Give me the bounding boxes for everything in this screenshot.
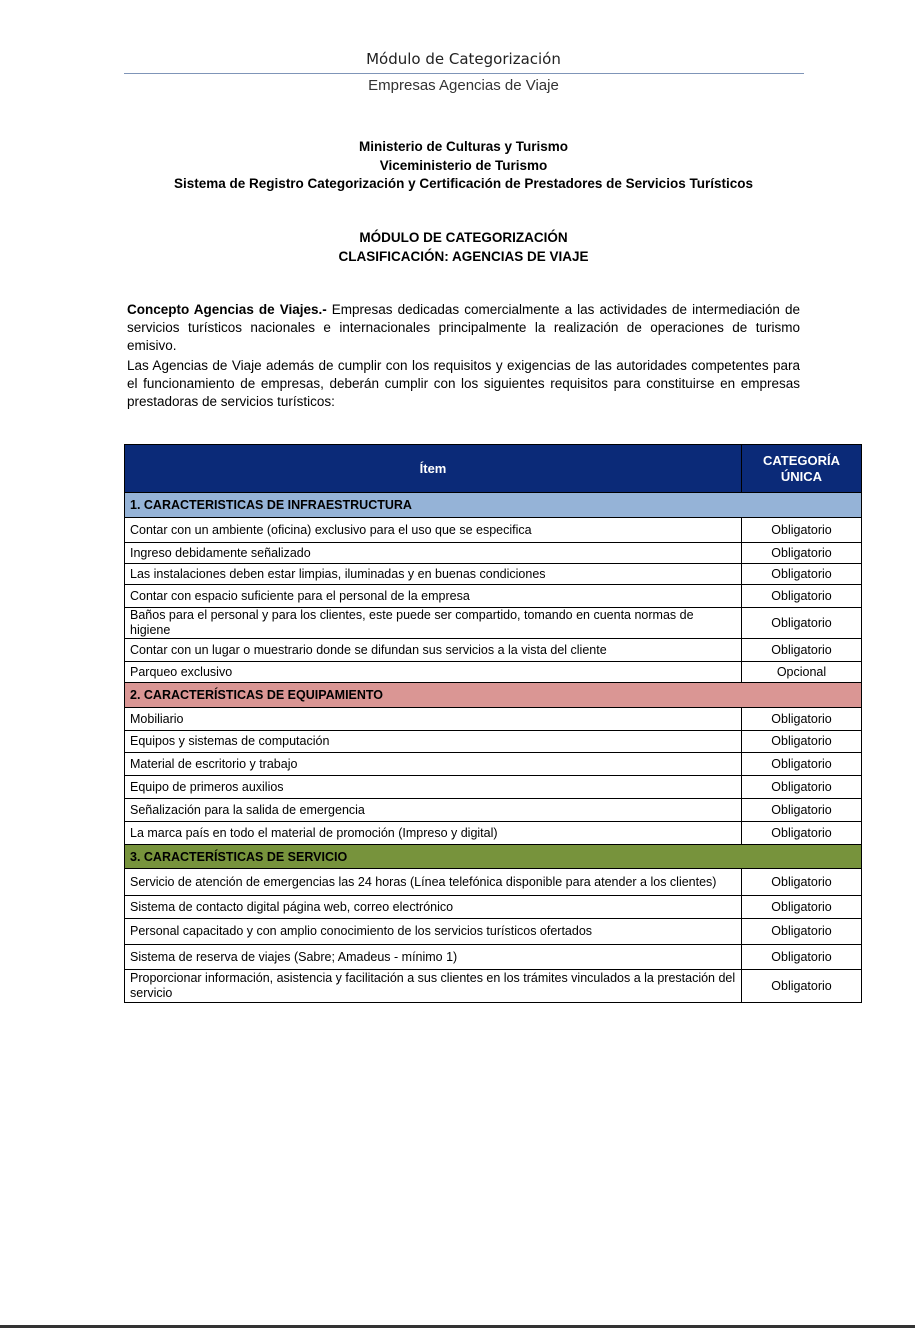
item-cell: Servicio de atención de emergencias las 24 horas (Línea telefónica disponible para atender a los clientes) (125, 869, 742, 896)
requirement-cell: Obligatorio (742, 776, 862, 799)
header-divider (124, 73, 804, 74)
item-cell: Parqueo exclusivo (125, 662, 742, 683)
requirement-cell: Obligatorio (742, 753, 862, 776)
requirement-cell: Obligatorio (742, 896, 862, 919)
ministry-name: Ministerio de Culturas y Turismo (358, 139, 569, 154)
requirement-cell: Obligatorio (742, 869, 862, 896)
viceministry-name: Viceministerio de Turismo (379, 157, 548, 173)
item-cell: Material de escritorio y trabajo (125, 753, 742, 776)
table-row (125, 662, 862, 683)
item-cell: Contar con un lugar o muestrario donde se difundan sus servicios a la vista del cliente (125, 639, 742, 662)
concept-paragraph (127, 301, 800, 355)
item-cell: Sistema de contacto digital página web, correo electrónico (125, 896, 742, 919)
item-cell: Equipos y sistemas de computación (125, 731, 742, 753)
page-header-title: Módulo de Categorización (366, 50, 561, 68)
requirement-cell: Obligatorio (742, 731, 862, 753)
table-row (125, 564, 862, 585)
requirement-cell: Obligatorio (742, 822, 862, 845)
requirements-paragraph: Las Agencias de Viaje además de cumplir con los requisitos y exigencias de las autoridades competentes para el funcionamiento de empresas, deberán cumplir con los siguientes requisitos para constituirse en empresas prestadoras de servicios turísticos: (127, 358, 800, 409)
column-header-category: CATEGORÍA ÚNICA (742, 445, 862, 493)
classification-title: CLASIFICACIÓN: AGENCIAS DE VIAJE (338, 249, 589, 264)
table-row (125, 970, 862, 1003)
item-cell: Baños para el personal y para los clientes, este puede ser compartido, tomando en cuenta normas de higiene (125, 608, 742, 639)
concept-label: Concepto Agencias de Viajes.- (127, 302, 327, 317)
requirement-cell: Obligatorio (742, 564, 862, 585)
section-title: 2. CARACTERÍSTICAS DE EQUIPAMIENTO (125, 683, 862, 708)
table-row (125, 753, 862, 776)
item-cell: Señalización para la salida de emergencia (125, 799, 742, 822)
table-row (125, 608, 862, 639)
section-row (125, 845, 862, 869)
table-row (125, 822, 862, 845)
item-cell: Las instalaciones deben estar limpias, iluminadas y en buenas condiciones (125, 564, 742, 585)
section-row (125, 493, 862, 518)
concept-text: Empresas dedicadas comercialmente a las actividades de intermediación de servicios turísticos nacionales e internacionales principalmente la realización de operaciones de turismo emisivo. (127, 302, 800, 353)
table-row (125, 896, 862, 919)
requirement-cell: Opcional (742, 662, 862, 683)
requirement-cell: Obligatorio (742, 799, 862, 822)
requirement-cell: Obligatorio (742, 543, 862, 564)
requirement-cell: Obligatorio (742, 970, 862, 1003)
system-name: Sistema de Registro Categorización y Certificación de Prestadores de Servicios Turísticos (174, 176, 753, 191)
table-row (125, 799, 862, 822)
table-row (125, 919, 862, 945)
requirement-cell: Obligatorio (742, 708, 862, 731)
section-title: 3. CARACTERÍSTICAS DE SERVICIO (125, 845, 862, 869)
table-body (125, 493, 862, 1003)
item-cell: La marca país en todo el material de promoción (Impreso y digital) (125, 822, 742, 845)
item-cell: Proporcionar información, asistencia y facilitación a sus clientes en los trámites vinculados a la prestación del servicio (125, 970, 742, 1003)
table-row (125, 945, 862, 970)
table-row (125, 518, 862, 543)
section-row (125, 683, 862, 708)
requirement-cell: Obligatorio (742, 639, 862, 662)
requirements-table (124, 444, 862, 1003)
item-cell: Personal capacitado y con amplio conocimiento de los servicios turísticos ofertados (125, 919, 742, 945)
item-cell: Contar con un ambiente (oficina) exclusivo para el uso que se especifica (125, 518, 742, 543)
table-row (125, 776, 862, 799)
table-row (125, 543, 862, 564)
requirement-cell: Obligatorio (742, 919, 862, 945)
section-title: 1. CARACTERISTICAS DE INFRAESTRUCTURA (125, 493, 862, 518)
item-cell: Equipo de primeros auxilios (125, 776, 742, 799)
requirement-cell: Obligatorio (742, 585, 862, 608)
organization-block (0, 138, 915, 194)
table-row (125, 639, 862, 662)
requirement-cell: Obligatorio (742, 518, 862, 543)
module-title: MÓDULO DE CATEGORIZACIÓN (359, 230, 568, 245)
table-header-row (125, 445, 862, 493)
table-row (125, 585, 862, 608)
table-row (125, 869, 862, 896)
table-row (125, 708, 862, 731)
requirement-cell: Obligatorio (742, 945, 862, 970)
module-title-block (0, 228, 915, 266)
table-row (125, 731, 862, 753)
item-cell: Ingreso debidamente señalizado (125, 543, 742, 564)
page-header-subtitle: Empresas Agencias de Viaje (368, 77, 559, 94)
item-cell: Sistema de reserva de viajes (Sabre; Amadeus - mínimo 1) (125, 945, 742, 970)
requirement-cell: Obligatorio (742, 608, 862, 639)
column-header-item: Ítem (125, 445, 742, 493)
item-cell: Mobiliario (125, 708, 742, 731)
item-cell: Contar con espacio suficiente para el personal de la empresa (125, 585, 742, 608)
